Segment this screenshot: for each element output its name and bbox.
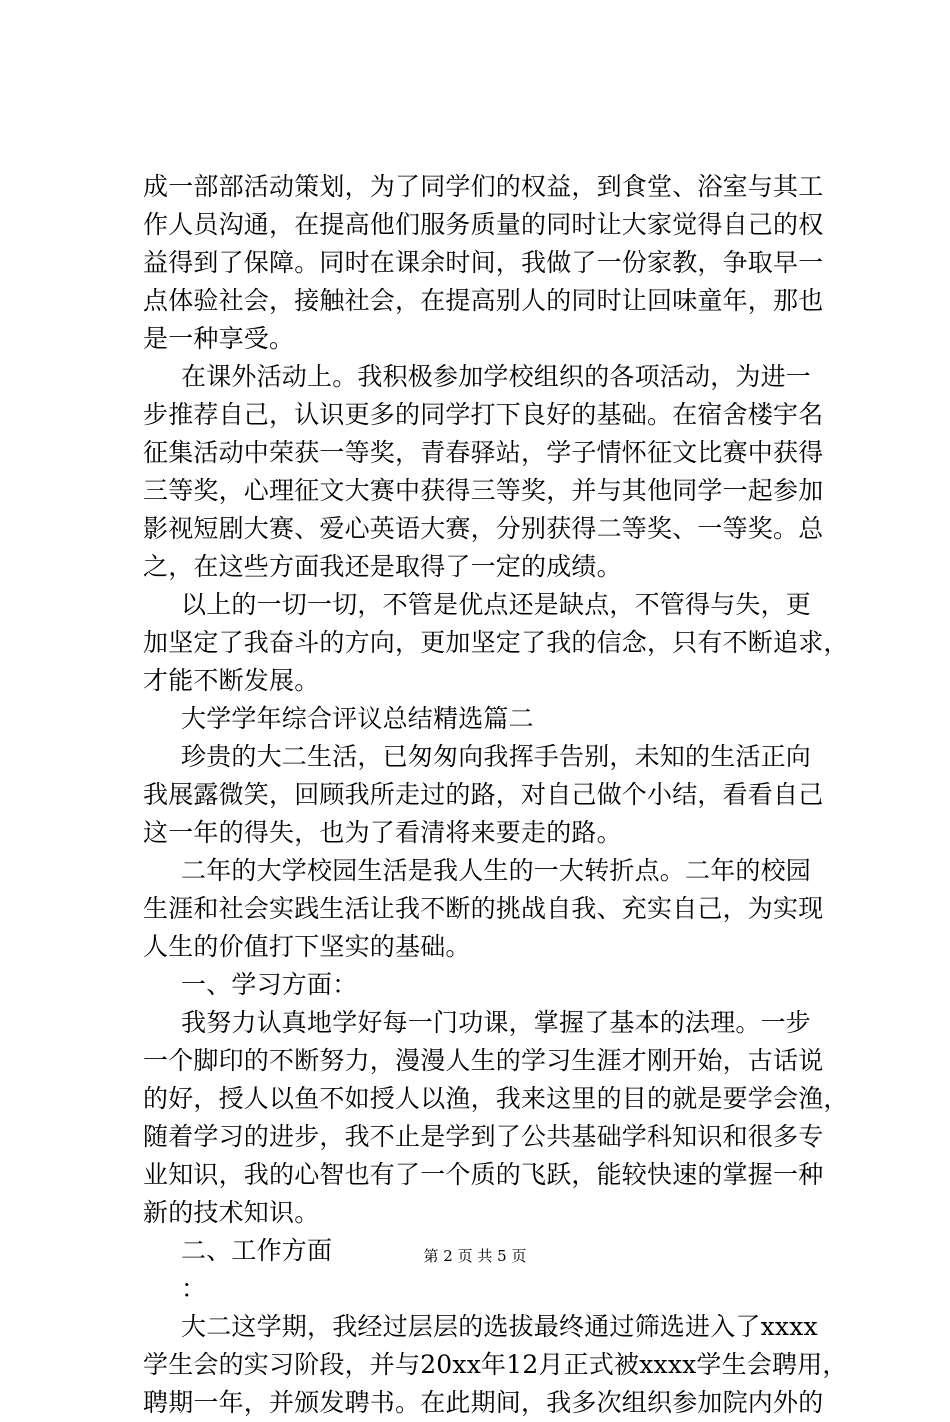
- text-line: 二、工作方面: [181, 1236, 333, 1265]
- text-line: 步推荐自己，认识更多的同学打下良好的基础。在宿舍楼宇名: [143, 400, 824, 429]
- text-line: 我努力认真地学好每一门功课，掌握了基本的法理。一步: [181, 1008, 812, 1037]
- text-line: 生涯和社会实践生活让我不断的挑战自我、充实自己，为实现: [143, 894, 824, 923]
- text-line: 的好，授人以鱼不如授人以渔，我来这里的目的就是要学会渔，: [143, 1084, 849, 1113]
- text-line: 随着学习的进步，我不止是学到了公共基础学科知识和很多专: [143, 1122, 824, 1151]
- text-line: 以上的一切一切，不管是优点还是缺点，不管得与失，更: [181, 590, 812, 619]
- document-body: [143, 168, 849, 1422]
- text-line: 益得到了保障。同时在课余时间，我做了一份家教，争取早一: [143, 248, 824, 277]
- text-line: 一、学习方面：: [181, 970, 358, 999]
- text-line: 新的技术知识。: [143, 1198, 320, 1227]
- text-line: 三等奖，心理征文大赛中获得三等奖，并与其他同学一起参加: [143, 476, 824, 505]
- text-line: 业知识，我的心智也有了一个质的飞跃，能较快速的掌握一种: [143, 1160, 824, 1189]
- text-line: 在课外活动上。我积极参加学校组织的各项活动，为进一: [181, 362, 812, 391]
- text-line: ：: [181, 1274, 207, 1303]
- text-line: 珍贵的大二生活，已匆匆向我挥手告别，未知的生活正向: [181, 742, 812, 771]
- text-line: 这一年的得失，也为了看清将来要走的路。: [143, 818, 622, 847]
- text-line: 大二这学期，我经过层层的选拔最终通过筛选进入了xxxx: [181, 1312, 818, 1341]
- text-line: 一个脚印的不断努力，漫漫人生的学习生涯才刚开始，古话说: [143, 1046, 824, 1075]
- text-line: 学生会的实习阶段，并与20xx年12月正式被xxxx学生会聘用，: [143, 1350, 848, 1379]
- text-line: 聘期一年，并颁发聘书。在此期间，我多次组织参加院内外的: [143, 1388, 824, 1417]
- text-line: 作人员沟通，在提高他们服务质量的同时让大家觉得自己的权: [143, 210, 824, 239]
- text-line: 是一种享受。: [143, 324, 295, 353]
- text-line: 加坚定了我奋斗的方向，更加坚定了我的信念，只有不断追求，: [143, 628, 849, 657]
- text-line: 才能不断发展。: [143, 666, 320, 695]
- text-line: 我展露微笑，回顾我所走过的路，对自己做个小结，看看自己: [143, 780, 824, 809]
- text-line: 点体验社会，接触社会，在提高别人的同时让回味童年，那也: [143, 286, 824, 315]
- text-line: 影视短剧大赛、爱心英语大赛，分别获得二等奖、一等奖。总: [143, 514, 824, 543]
- text-line: 之，在这些方面我还是取得了一定的成绩。: [143, 552, 622, 581]
- text-line: 二年的大学校园生活是我人生的一大转折点。二年的校园: [181, 856, 812, 885]
- text-line: 成一部部活动策划，为了同学们的权益，到食堂、浴室与其工: [143, 172, 824, 201]
- text-line: 大学学年综合评议总结精选篇二: [181, 704, 534, 733]
- text-line: 征集活动中荣获一等奖，青春驿站，学子情怀征文比赛中获得: [143, 438, 824, 467]
- page-footer: 第 2 页 共 5 页: [423, 1247, 527, 1265]
- text-line: 人生的价值打下坚实的基础。: [143, 932, 471, 961]
